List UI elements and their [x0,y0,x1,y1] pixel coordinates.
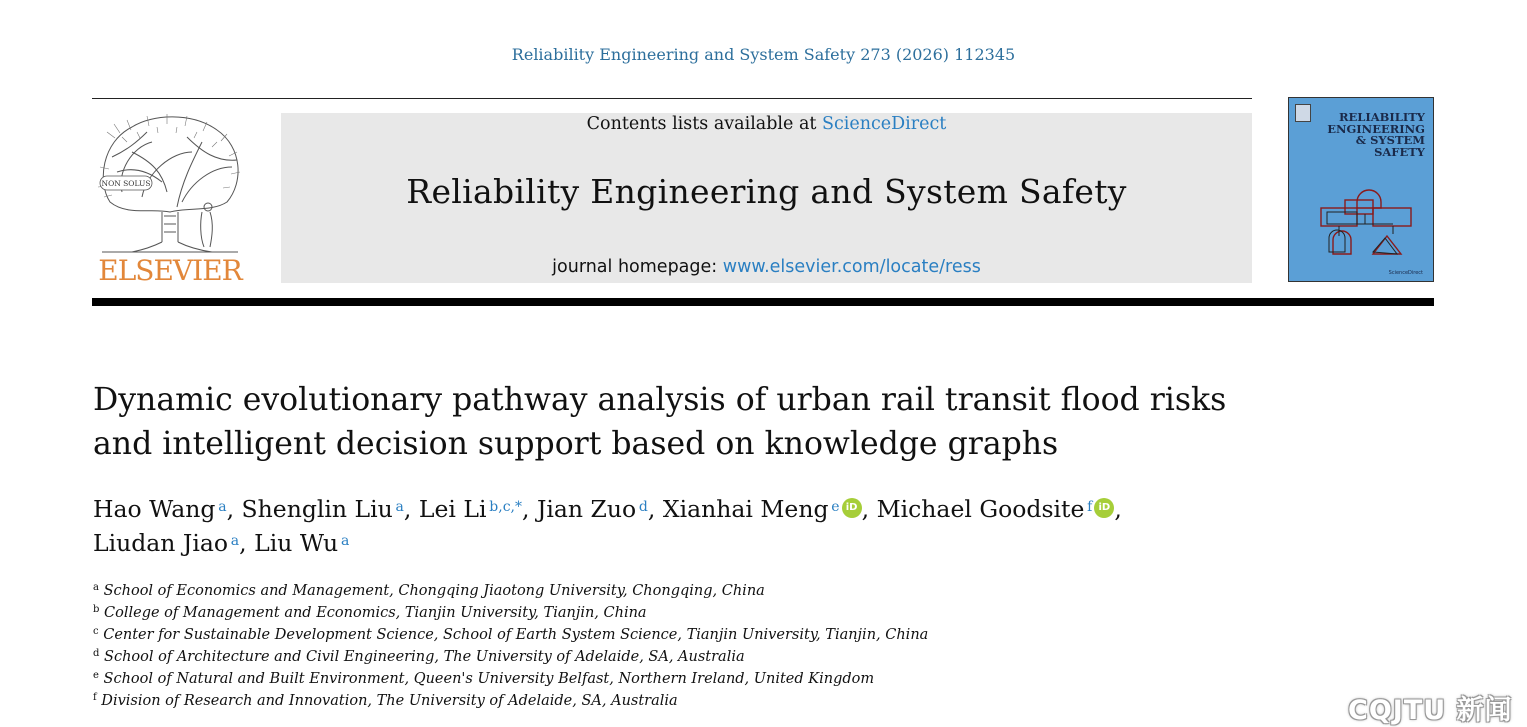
author-separator: , [239,529,255,557]
affiliation-key: c [93,626,99,637]
cover-title-line: ENGINEERING [1327,121,1425,136]
author-name[interactable]: Shenglin Liu [241,495,393,523]
affiliation-item [93,690,1093,712]
cover-elsevier-logo [1295,104,1311,122]
elsevier-wordmark[interactable]: ELSEVIER [98,254,242,287]
affiliation-key: f [93,692,97,703]
header-thick-rule [92,298,1434,306]
journal-name: Reliability Engineering and System Safety [406,172,1127,211]
affiliation-key: e [93,670,99,681]
author[interactable] [254,529,349,557]
author-separator: , [226,495,242,523]
affiliation-text: Division of Research and Innovation, The University of Adelaide, SA, Australia [96,693,678,709]
author-separator: , [1114,495,1122,523]
author-name[interactable]: Liudan Jiao [93,529,229,557]
affiliation-item [93,602,1093,624]
author-affiliation-marker[interactable]: a [338,533,350,549]
author-name[interactable]: Hao Wang [93,495,216,523]
cover-artwork [1315,184,1415,259]
cover-title-line: RELIABILITY [1338,110,1425,124]
orcid-icon[interactable]: iD [1094,498,1114,518]
cover-title-line: SAFETY [1374,144,1425,159]
contents-prefix: Contents lists available at [586,114,822,134]
affiliation-key: d [93,648,100,659]
author-name[interactable]: Xianhai Meng [662,495,829,523]
author-affiliation-marker[interactable]: b,c,* [486,499,522,515]
author-separator: , [403,495,419,523]
affiliation-item [93,624,1093,646]
affiliation-list [93,580,1093,712]
cover-title-line: & SYSTEM [1355,133,1425,147]
author-separator: , [861,495,877,523]
author-name[interactable]: Lei Li [418,495,487,523]
author-separator: , [522,495,537,523]
author[interactable] [663,495,862,523]
author[interactable] [537,495,648,523]
author-name[interactable]: Liu Wu [254,529,339,557]
author-list [93,492,1293,560]
affiliation-key: a [93,582,99,593]
author[interactable] [242,495,404,523]
homepage-prefix: journal homepage: [552,257,723,277]
cqjtu-watermark: CQJTU 新闻 [1348,695,1513,726]
author-affiliation-marker[interactable]: a [392,499,404,515]
author[interactable] [93,495,227,523]
contents-line [281,114,1252,134]
affiliation-item [93,580,1093,602]
affiliation-text: School of Natural and Built Environment, Queen's University Belfast, Northern Ireland, United Kingdom [98,671,875,687]
author[interactable] [93,529,239,557]
affiliation-text: School of Architecture and Civil Engineering, The University of Adelaide, SA, Australia [99,649,745,665]
author[interactable] [419,495,522,523]
orcid-icon[interactable]: iD [842,498,862,518]
cover-title [1319,112,1425,158]
author-affiliation-marker[interactable]: a [228,533,240,549]
header-rule [92,98,1252,99]
author-name[interactable]: Michael Goodsite [876,495,1085,523]
author[interactable] [877,495,1115,523]
homepage-link[interactable]: www.elsevier.com/locate/ress [722,257,981,277]
author-affiliation-marker[interactable]: e [828,499,840,515]
author-affiliation-marker[interactable]: d [636,499,648,515]
author-affiliation-marker[interactable]: f [1084,499,1093,515]
article-title: Dynamic evolutionary pathway analysis of urban rail transit flood risks and intelligent decision support based on knowledge graphs [93,382,1227,462]
affiliation-text: College of Management and Economics, Tianjin University, Tianjin, China [99,605,647,621]
affiliation-text: Center for Sustainable Development Science, School of Earth System Science, Tianjin University, Tianjin, China [98,627,929,643]
journal-cover-thumbnail[interactable] [1288,97,1434,282]
affiliation-key: b [93,604,100,615]
affiliation-item [93,668,1093,690]
author-name[interactable]: Jian Zuo [536,495,637,523]
sciencedirect-link[interactable]: ScienceDirect [821,114,947,134]
affiliation-item [93,646,1093,668]
journal-citation[interactable]: Reliability Engineering and System Safety 273 (2026) 112345 [511,45,1016,64]
tree-caption: NON SOLUS [101,179,151,188]
author-separator: , [647,495,663,523]
author-affiliation-marker[interactable]: a [215,499,227,515]
affiliation-text: School of Economics and Management, Chongqing Jiaotong University, Chongqing, China [98,583,765,599]
homepage-line [281,257,1252,277]
cover-bottom-label: ScienceDirect [1388,270,1423,276]
